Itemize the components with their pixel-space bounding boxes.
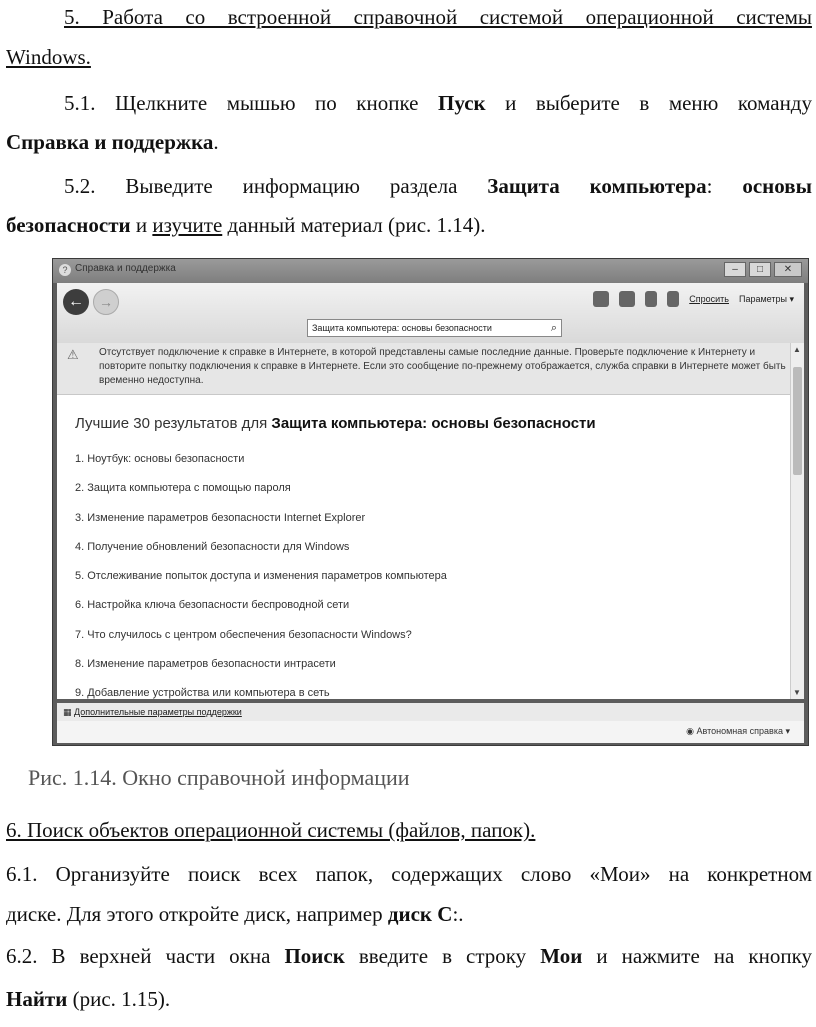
step-6-2-search-bold: Поиск: [284, 944, 345, 968]
step-6-2-line2: [6, 984, 812, 1014]
bottom-bar: [57, 721, 804, 743]
step-5-1-text-b: и выберите в меню команду: [485, 91, 812, 115]
step-5-2-security-bold: безопасности: [6, 213, 131, 237]
results-heading: [75, 415, 596, 432]
section-5-heading-line2: [6, 42, 812, 72]
offline-icon: ◉: [686, 726, 697, 736]
search-icon[interactable]: ⌕: [550, 322, 557, 334]
step-5-2-colon: :: [706, 174, 743, 198]
result-link[interactable]: 2. Защита компьютера с помощью пароля: [75, 482, 291, 495]
step-6-2-line1: [6, 941, 812, 971]
options-button[interactable]: Параметры ▾: [738, 293, 794, 304]
window-toolbar: [57, 283, 804, 343]
step-5-1-text: 5.1. Щелкните мышью по кнопке: [64, 91, 438, 115]
step-6-1-disk-bold: диск С: [387, 902, 453, 926]
home-icon[interactable]: [593, 291, 609, 307]
window-title: Справка и поддержка: [75, 263, 176, 274]
step-5-1-dot: .: [213, 130, 219, 154]
result-link[interactable]: 6. Настройка ключа безопасности беспроводной сети: [75, 599, 350, 612]
step-5-1-help-bold: Справка и поддержка: [6, 130, 214, 154]
result-link[interactable]: 4. Получение обновлений безопасности для Windows: [75, 540, 350, 553]
step-5-2-line1: [6, 171, 812, 201]
section-6-heading: [6, 815, 812, 845]
step-6-2-text-c: и нажмите на кнопку: [582, 944, 812, 968]
step-6-2-tail: (рис. 1.15).: [67, 987, 171, 1011]
step-5-2-rest: данный материал (рис. 1.14).: [222, 213, 486, 237]
result-link[interactable]: 8. Изменение параметров безопасности интрасети: [75, 658, 336, 671]
step-5-2-line2: [6, 210, 812, 240]
section-5-heading-line2-text: Windows.: [6, 45, 91, 69]
scrollbar[interactable]: [790, 343, 804, 699]
help-window-screenshot: [52, 258, 809, 746]
scroll-thumb[interactable]: [793, 367, 802, 475]
offline-help-button[interactable]: ◉ Автономная справка ▾: [686, 726, 790, 736]
step-5-2-protect-bold: Защита компьютера: [487, 174, 707, 198]
step-5-1-line2: [6, 127, 812, 157]
step-6-1-line2: [6, 899, 812, 929]
toolbar-icons: [593, 291, 794, 307]
help-icon: ?: [59, 264, 71, 276]
support-status-bar[interactable]: [57, 703, 804, 721]
step-5-2-basics-bold: основы: [742, 174, 812, 198]
warning-text: Отсутствует подключение к справке в Интернете, в которой представлены самые последние данные. Проверьте подключение к Интернету и повторите попытку подключения к справке в Интернете. Если это сообщение по-прежнему отображается, служба справки в Интернете может быть временно недоступна.: [99, 347, 786, 386]
step-5-2-study: изучите: [152, 213, 223, 237]
figure-caption: Рис. 1.14. Окно справочной информации: [28, 765, 410, 790]
warning-banner: [57, 343, 790, 395]
result-link[interactable]: 9. Добавление устройства или компьютера в сеть: [75, 687, 330, 700]
result-link[interactable]: 3. Изменение параметров безопасности Internet Explorer: [75, 511, 366, 524]
step-5-1-line1: [6, 88, 812, 118]
step-5-1-start-bold: Пуск: [438, 91, 486, 115]
step-5-2-and: и: [130, 213, 153, 237]
step-5-2-text: 5.2. Выведите информацию раздела: [64, 174, 488, 198]
window-controls: [724, 262, 802, 277]
step-6-2-find-bold: Найти: [6, 987, 68, 1011]
step-6-1-line1: 6.1. Организуйте поиск всех папок, содержащих слово «Мои» на конкретном: [6, 862, 812, 886]
results-prefix: Лучшие 30 результатов для: [75, 415, 272, 432]
step-6-2-text-b: введите в строку: [344, 944, 541, 968]
result-link[interactable]: 1. Ноутбук: основы безопасности: [75, 453, 245, 465]
step-6-1-text: диске. Для этого откройте диск, например: [6, 902, 388, 926]
search-input[interactable]: [307, 319, 562, 337]
step-6-2-mine-bold: Мои: [540, 944, 583, 968]
options-label: Параметры: [738, 293, 787, 304]
section-5-heading-line1: 5. Работа со встроенной справочной системой операционной системы: [64, 5, 812, 29]
step-6-1-tail: :.: [452, 902, 464, 926]
offline-label: Автономная справка: [696, 726, 783, 736]
result-link[interactable]: 7. Что случилось с центром обеспечения безопасности Windows?: [75, 628, 412, 641]
help-content: [57, 343, 804, 699]
step-6-2-text-a: 6.2. В верхней части окна: [6, 944, 285, 968]
maximize-button[interactable]: □: [749, 262, 771, 277]
back-arrow-icon[interactable]: ←: [63, 289, 89, 315]
ask-icon[interactable]: [667, 291, 679, 307]
scroll-up-icon[interactable]: ▲: [793, 345, 801, 354]
section-6-heading-text: 6. Поиск объектов операционной системы (файлов, папок).: [6, 818, 536, 842]
print-icon[interactable]: [619, 291, 635, 307]
window-titlebar: [53, 259, 808, 283]
ask-button[interactable]: Спросить: [689, 294, 729, 304]
results-query: Защита компьютера: основы безопасности: [271, 415, 596, 432]
scroll-down-icon[interactable]: ▼: [793, 688, 801, 697]
minimize-button[interactable]: –: [724, 262, 746, 277]
browse-icon[interactable]: [645, 291, 657, 307]
warning-icon: ⚠: [67, 347, 79, 362]
search-value: Защита компьютера: основы безопасности: [312, 323, 492, 333]
support-link[interactable]: Дополнительные параметры поддержки: [74, 707, 242, 717]
results-list: [75, 453, 447, 717]
close-button[interactable]: ✕: [774, 262, 802, 277]
result-link[interactable]: 5. Отслеживание попыток доступа и изменения параметров компьютера: [75, 570, 447, 583]
support-icon: ▦: [63, 707, 75, 717]
forward-arrow-icon[interactable]: →: [93, 289, 119, 315]
